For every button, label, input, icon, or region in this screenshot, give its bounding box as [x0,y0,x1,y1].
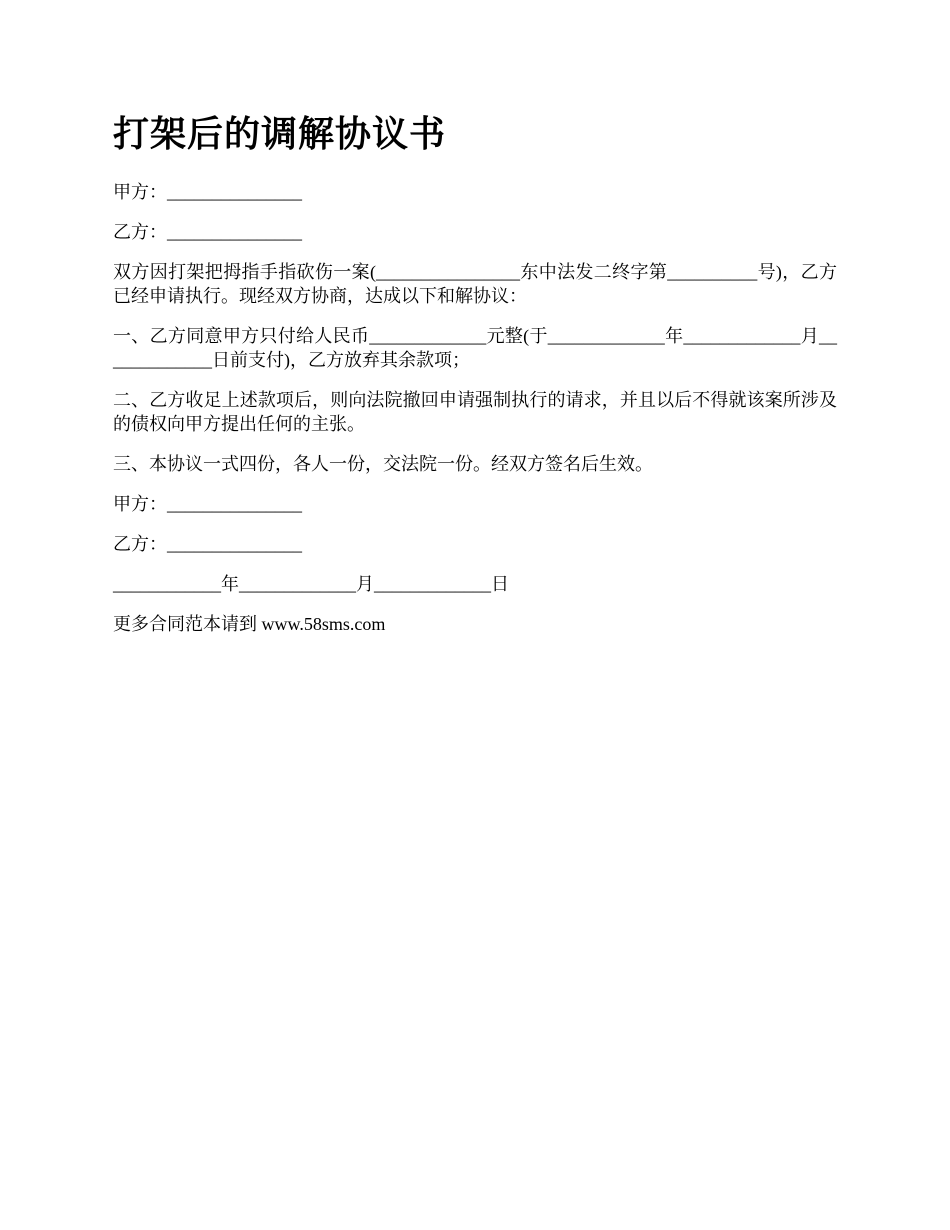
party-b-signature-line: 乙方：_______________ [113,534,302,554]
party-b-line: 乙方：_______________ [113,222,302,242]
document-page [113,112,837,652]
footer-note: 更多合同范本请到 www.58sms.com [113,614,386,634]
clause-3-paragraph: 三、本协议一式四份，各人一份，交法院一份。经双方签名后生效。 [113,454,653,474]
clause-1-paragraph: 一、乙方同意甲方只付给人民币_____________元整(于_____________年_____________月_____________日前支付)，乙方放弃其余款项； [113,326,837,370]
party-a-signature-line: 甲方：_______________ [113,494,302,514]
party-a-line: 甲方：_______________ [113,182,302,202]
date-line: ____________年_____________月_____________日 [113,574,509,594]
case-intro-paragraph: 双方因打架把拇指手指砍伤一案(________________东中法发二终字第__________号)，乙方已经申请执行。现经双方协商，达成以下和解协议： [113,262,837,306]
document-title: 打架后的调解协议书 [113,114,447,155]
clause-2-paragraph: 二、乙方收足上述款项后，则向法院撤回申请强制执行的请求，并且以后不得就该案所涉及的债权向甲方提出任何的主张。 [113,390,837,434]
